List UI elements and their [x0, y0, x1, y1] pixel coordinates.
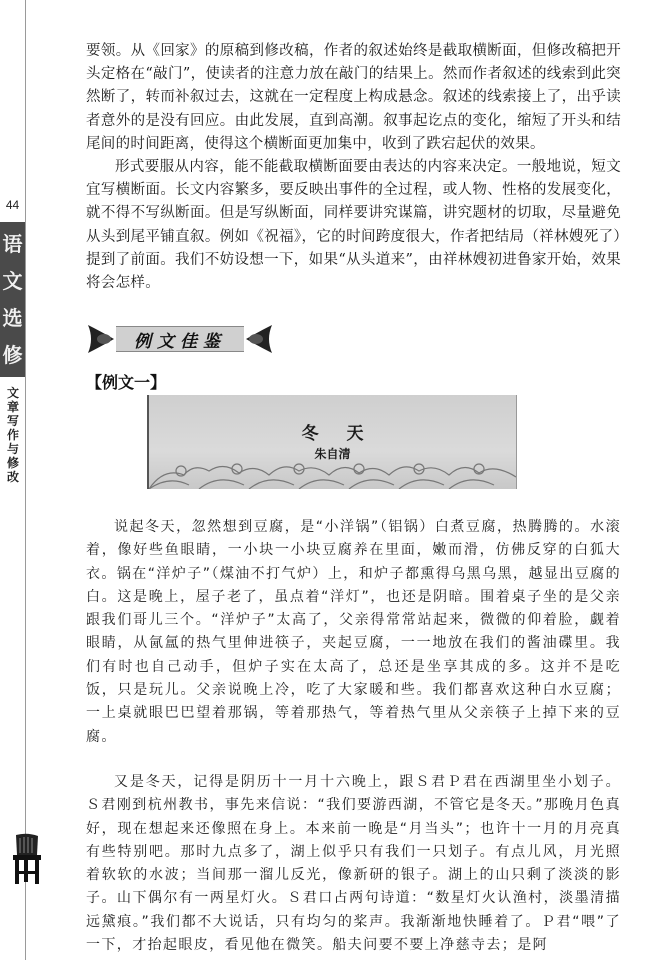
- ornament-icon: [244, 323, 274, 355]
- subtitle-char: 改: [6, 470, 19, 484]
- subtitle-char: 文: [6, 386, 19, 400]
- essay-paragraph: 说起冬天，忽然想到豆腐，是“小洋锅”（铝锅）白煮豆腐，热腾腾的。水滚着，像好些鱼眼睛，一小块一小块豆腐养在里面，嫩而滑，仿佛反穿的白狐大衣。锅在“洋炉子”（煤油不打气炉）上，和炉子都熏得乌黑乌黑，越显出豆腐的白。这是晚上，屋子老了，虽点着“洋灯”，也还是阴暗。围着桌子坐的是父亲跟我们哥儿三个。“洋炉子”太高了，父亲得常常站起来，微微的仰着脸，觑着眼睛，从氤氲的热气里伸进筷子，夹起豆腐，一一地放在我们的酱油碟里。我们有时也自己动手，但炉子实在太高了，总还是坐享其成的多。这并不是吃饭，只是玩儿。父亲说晚上冷，吃了大家暖和些。我们都喜欢这种白水豆腐；一上桌就眼巴巴望着那锅，等着那热气，等着热气里从父亲筷子上掉下来的豆腐。: [86, 519, 621, 745]
- section-banner: [86, 322, 274, 356]
- subtitle-char: 章: [6, 400, 19, 414]
- intro-paragraph: 形式要服从内容，能不能截取横断面要由表达的内容来决定。一般地说，短文宜写横断面。长文内容繁多，要反映出事件的全过程，或人物、性格的发展变化，就不得不写纵断面。但是写纵断面，同样要讲究谋篇，讲究题材的切取，尽量避免从头到尾平铺直叙。例如《祝福》，它的时间跨度很大，作者把结局（祥林嫂死了）提到了前面。我们不妨设想一下，如果“从头道来”，由祥林嫂初进鲁家开始，效果将会怎样。: [86, 159, 621, 292]
- essay-title-box: [147, 395, 517, 489]
- essay-title: 冬天: [301, 424, 392, 444]
- subtitle-char: 与: [6, 442, 19, 456]
- essay-paragraph: 又是冬天，记得是阴历十一月十六晚上，跟Ｓ君Ｐ君在西湖里坐小划子。Ｓ君刚到杭州教书，事先来信说：“我们要游西湖，不管它是冬天。”那晚月色真好，现在想起来还像照在身上。本来前一晚是“月当头”；也许十一月的月亮真有些特别吧。那时九点多了，湖上似乎只有我们一只划子。有点儿风，月光照着软软的水波；当间那一溜儿反光，像新研的银子。湖上的山只剩了淡淡的影子。山下偶尔有一两星灯火。Ｓ君口占两句诗道：“数星灯火认渔村，淡墨清描远黛痕。”我们都不大说话，只有均匀的桨声。我渐渐地快睡着了。Ｐ君“喂”了一下，才抬起眼皮，看见他在微笑。船夫问要不要上净慈寺去；是阿: [86, 773, 621, 954]
- subtitle-char: 写: [6, 414, 19, 428]
- intro-text: [86, 40, 621, 295]
- wave-pattern-icon: [149, 457, 516, 489]
- essay-author: 朱自清: [314, 447, 351, 461]
- ornament-icon: [86, 323, 116, 355]
- book-title-char: 修: [2, 342, 23, 367]
- book-title-tab: [0, 222, 25, 377]
- essay-body: [86, 516, 621, 957]
- chapter-subtitle: [3, 386, 23, 484]
- book-title-char: 语: [2, 232, 23, 257]
- page-number: 44: [5, 198, 20, 212]
- subtitle-char: 修: [6, 456, 19, 470]
- banner-title: 例文佳鉴: [116, 326, 244, 352]
- margin-rule: [25, 0, 26, 960]
- book-title-char: 选: [2, 305, 23, 330]
- subtitle-char: 作: [6, 428, 19, 442]
- example-label: 【例文一】: [86, 375, 167, 392]
- chair-icon: [10, 833, 44, 885]
- book-title-char: 文: [2, 269, 23, 294]
- intro-paragraph: 要领。从《回家》的原稿到修改稿，作者的叙述始终是截取横断面，但修改稿把开头定格在“敲门”，使读者的注意力放在敲门的结果上。然而作者叙述的线索到此突然断了，转而补叙过去，这就在一定程度上构成悬念。叙述的线索接上了，出乎读者意外的是没有回应。由此发展，直到高潮。叙事起讫点的变化，缩短了开头和结尾间的时间距离，使得这个横断面更加集中，收到了跌宕起伏的效果。: [86, 43, 621, 152]
